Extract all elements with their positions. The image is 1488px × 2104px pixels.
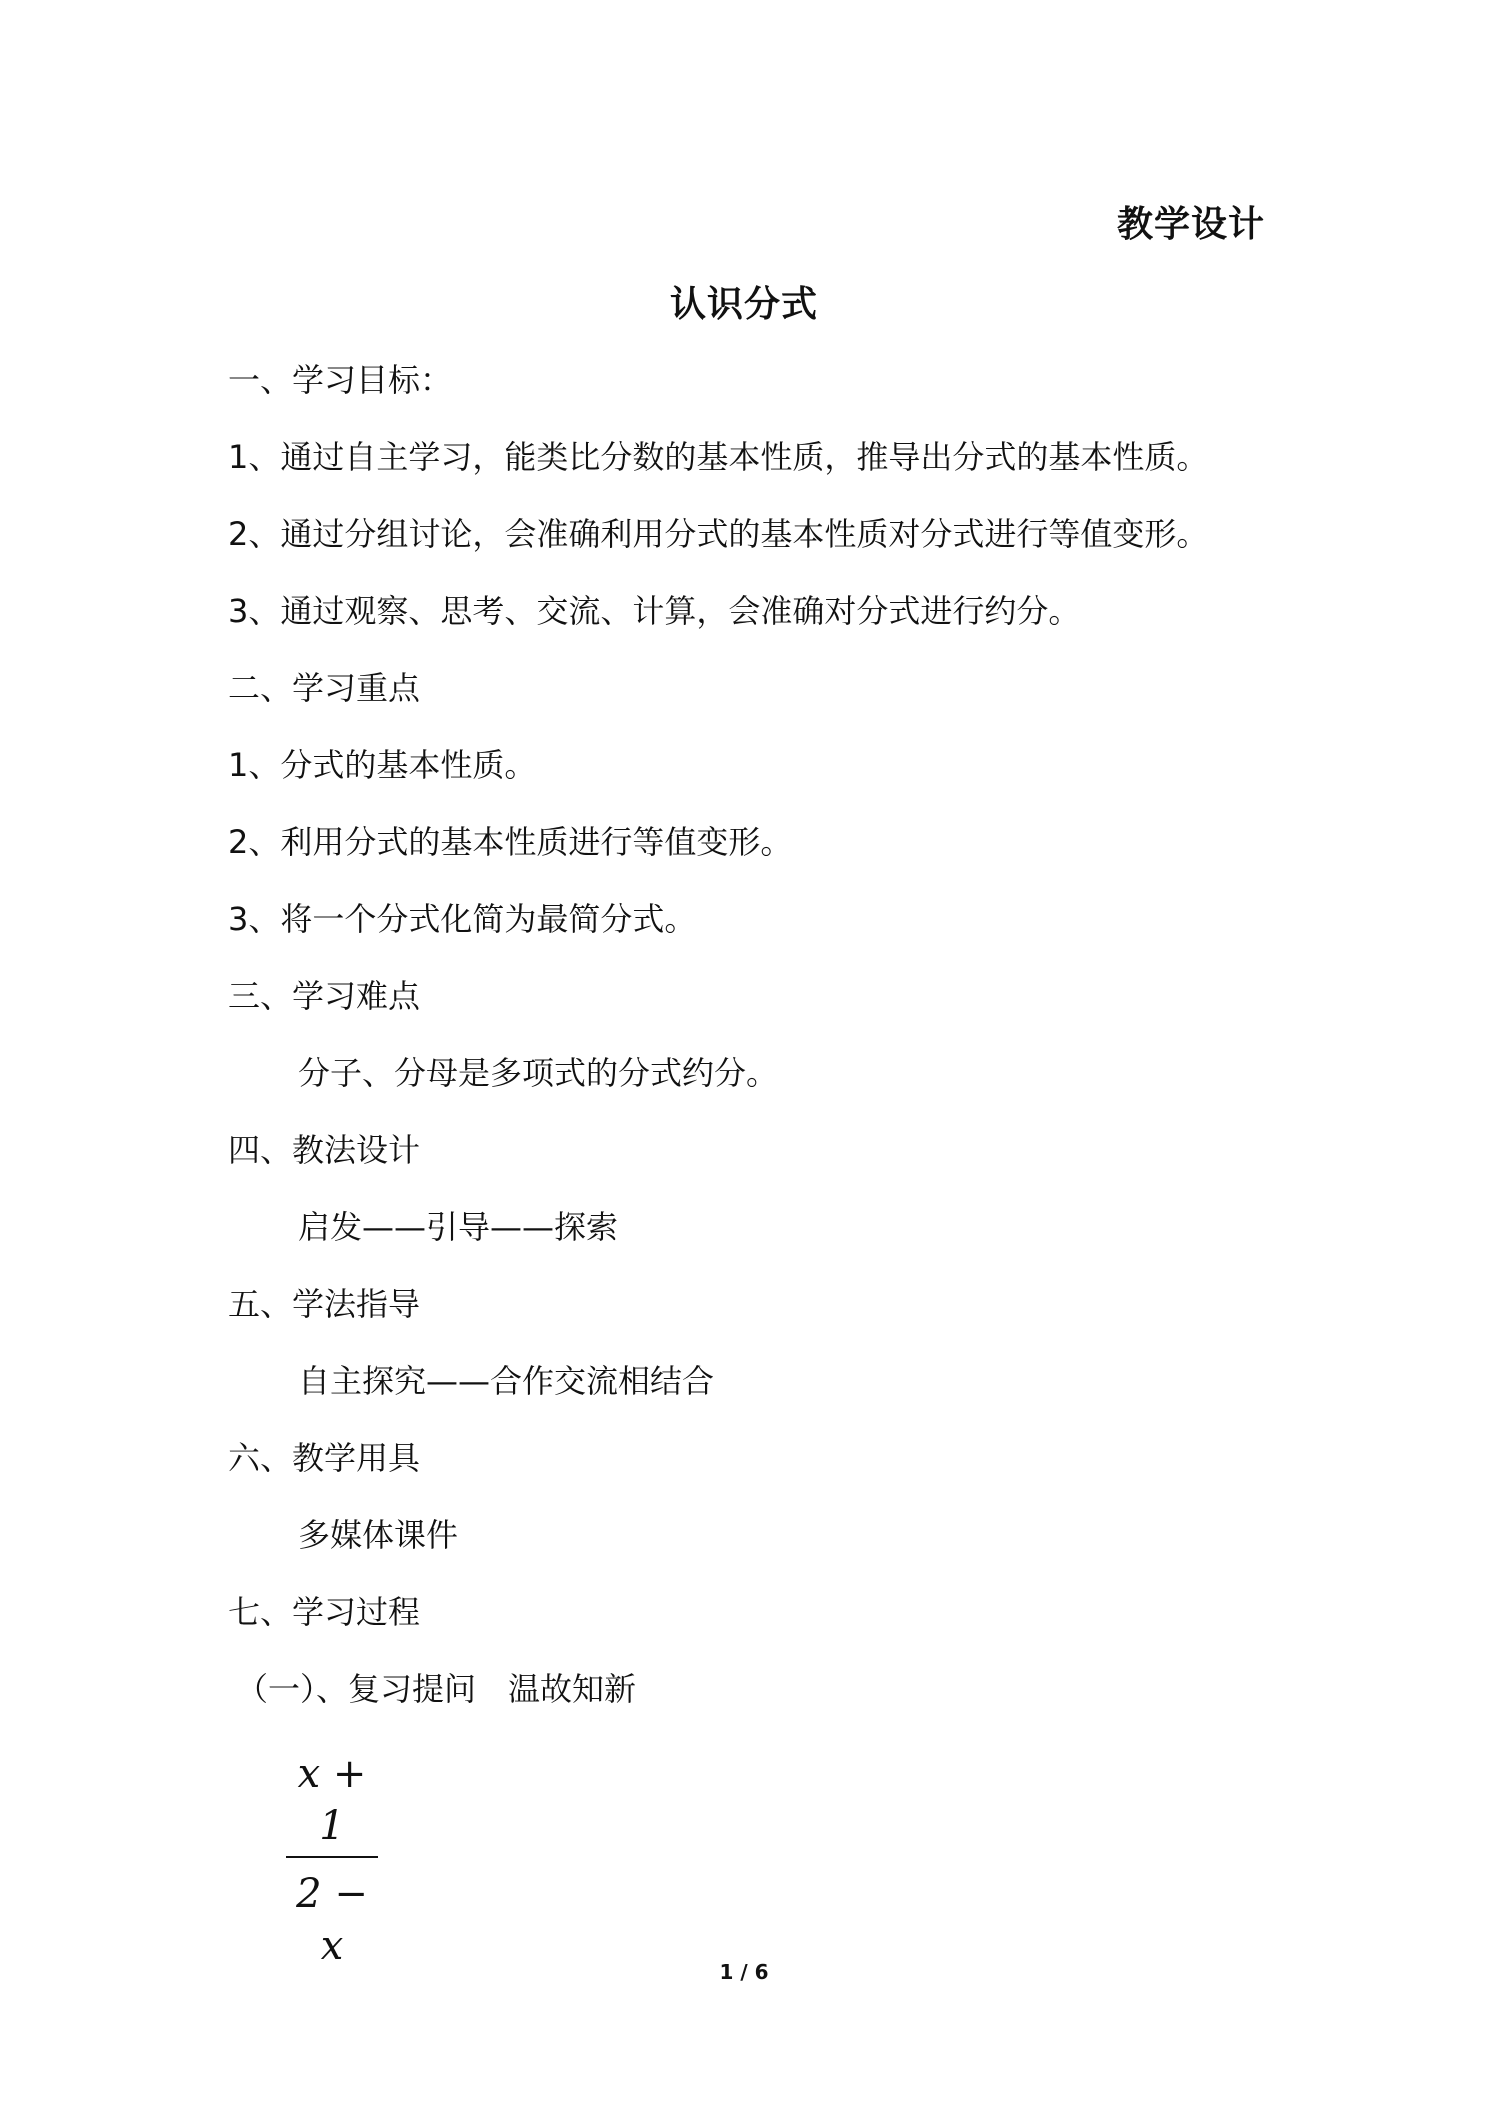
fraction-expression — [286, 1748, 378, 1972]
document-title: 认识分式 — [669, 284, 818, 325]
fraction-denominator: 2 − x — [296, 1871, 368, 1969]
section-heading-teaching-method: 四、教法设计 — [228, 1131, 421, 1169]
objective-item-1: 1、通过自主学习，能类比分数的基本性质，推导出分式的基本性质。 — [228, 438, 1209, 476]
header-title: 教学设计 — [1116, 204, 1265, 245]
difficulty-text: 分子、分母是多项式的分式约分。 — [298, 1054, 779, 1092]
section-heading-teaching-tools: 六、教学用具 — [228, 1439, 421, 1477]
section-heading-key-points: 二、学习重点 — [228, 669, 421, 707]
section-heading-objectives: 一、学习目标： — [228, 361, 453, 399]
page-number: 1 / 6 — [719, 1960, 769, 1984]
fraction-bar — [286, 1856, 378, 1858]
teaching-method-text: 启发——引导——探索 — [298, 1208, 619, 1246]
fraction-numerator: x + 1 — [297, 1751, 367, 1849]
section-heading-difficulties: 三、学习难点 — [228, 977, 421, 1015]
teaching-tools-text: 多媒体课件 — [298, 1516, 459, 1554]
learning-guidance-text: 自主探究——合作交流相结合 — [298, 1362, 715, 1400]
objective-item-3: 3、通过观察、思考、交流、计算，会准确对分式进行约分。 — [228, 592, 1081, 630]
key-point-item-3: 3、将一个分式化简为最简分式。 — [228, 900, 697, 938]
subsection-review: （一）、复习提问 温故知新 — [236, 1670, 637, 1708]
key-point-item-1: 1、分式的基本性质。 — [228, 746, 537, 784]
key-point-item-2: 2、利用分式的基本性质进行等值变形。 — [228, 823, 793, 861]
section-heading-learning-guidance: 五、学法指导 — [228, 1285, 421, 1323]
section-heading-learning-process: 七、学习过程 — [228, 1593, 421, 1631]
objective-item-2: 2、通过分组讨论，会准确利用分式的基本性质对分式进行等值变形。 — [228, 515, 1209, 553]
